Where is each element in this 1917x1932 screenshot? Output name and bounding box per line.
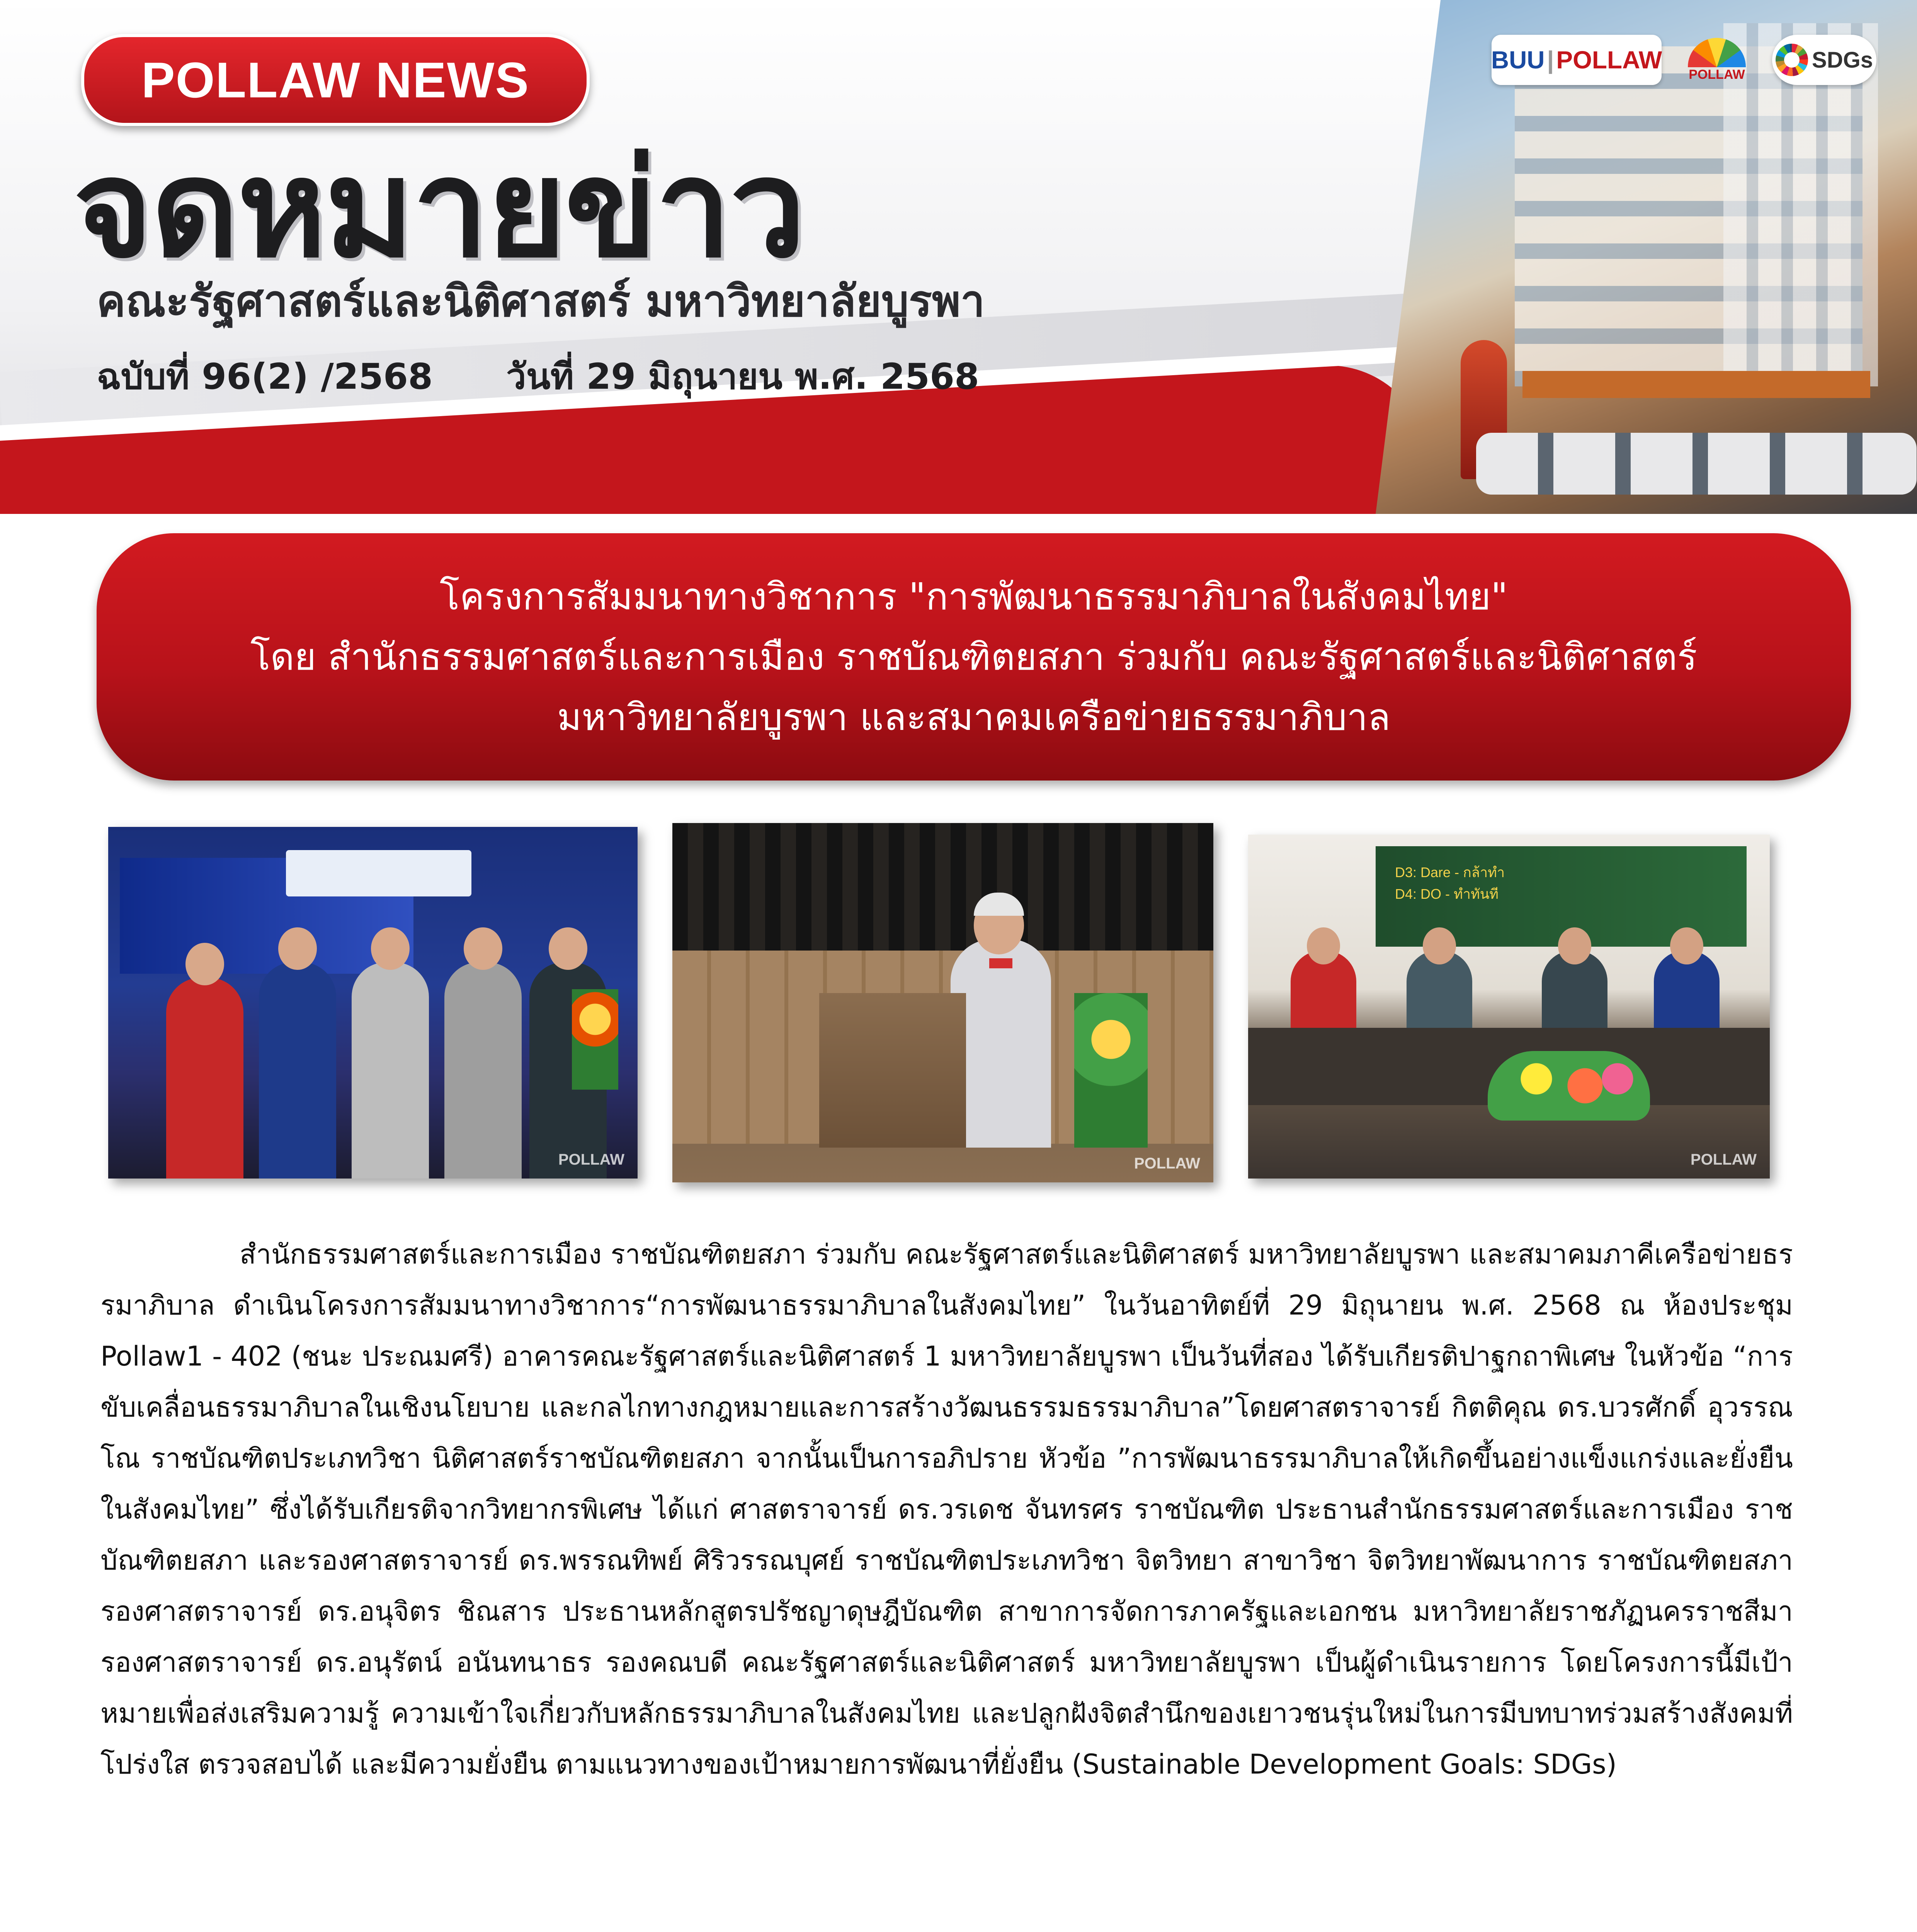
banner-line-1: โครงการสัมมนาทางวิชาการ "การพัฒนาธรรมาภิบาลในสังคมไทย" bbox=[439, 575, 1508, 618]
sdg-wheel-icon bbox=[1776, 44, 1808, 76]
photo-panel-discussion bbox=[1248, 835, 1770, 1179]
parked-cars-image bbox=[1476, 433, 1917, 495]
partner-logos bbox=[1492, 27, 1882, 93]
article-body: สำนักธรรมศาสตร์และการเมือง ราชบัณฑิตยสภา ร่วมกับ คณะรัฐศาสตร์และนิติศาสตร์ มหาวิทยาลัยบูรพา และสมาคมภาคีเครือข่ายธรรมาภิบาล ดำเนินโครงการสัมมนาทางวิชาการ“การพัฒนาธรรมาภิบาลในสังคมไทย” ในวันอาทิตย์ที่ 29 มิถุนายน พ.ศ. 2568 ณ ห้องประชุม Pollaw1 - 402 (ชนะ ประณมศรี) อาคารคณะรัฐศาสตร์และนิติศาสตร์ 1 มหาวิทยาลัยบูรพา เป็นวันที่สอง ได้รับเกียรติปาฐกถาพิเศษ ในหัวข้อ “การขับเคลื่อนธรรมาภิบาลในเชิงนโยบาย และกลไกทางกฎหมายและการสร้างวัฒนธรรมธรรมาภิบาล”โดยศาสตราจารย์ กิตติคุณ ดร.บวรศักดิ์ อุวรรณโณ ราชบัณฑิตประเภทวิชา นิติศาสตร์ราชบัณฑิตยสภา จากนั้นเป็นการอภิปราย หัวข้อ ”การพัฒนาธรรมาภิบาลให้เกิดขึ้นอย่างแข็งแกร่งและยั่งยืนในสังคมไทย” ซึ่งได้รับเกียรติจากวิทยากรพิเศษ ได้แก่ ศาสตราจารย์ ดร.วรเดช จันทรศร ราชบัณฑิต ประธานสำนักธรรมศาสตร์และการเมือง ราชบัณฑิตยสภา และรองศาสตราจารย์ ดร.พรรณทิพย์ ศิริวรรณบุศย์ ราชบัณฑิตประเภทวิชา จิตวิทยา สาขาวิชา จิตวิทยาพัฒนาการ ราชบัณฑิตยสภา รองศาสตราจารย์ ดร.อนุจิตร ชิณสาร ประธานหลักสูตรปรัชญาดุษฎีบัณฑิต สาขาการจัดการภาครัฐและเอกชน มหาวิทยาลัยราชภัฏนครราชสีมา รองศาสตราจารย์ ดร.อนุรัตน์ อนันทนาธร รองคณบดี คณะรัฐศาสตร์และนิติศาสตร์ มหาวิทยาลัยบูรพา เป็นผู้ดำเนินรายการ โดยโครงการนี้มีเป้าหมายเพื่อส่งเสริมความรู้ ความเข้าใจเกี่ยวกับหลักธรรมาภิบาลในสังคมไทย และปลูกฝังจิตสำนึกของเยาวชนรุ่นใหม่ในการมีบทบาทร่วมสร้างสังคมที่โปร่งใส ตรวจสอบได้ และมีความยั่งยืน ตามแนวทางของเป้าหมายการพัฒนาที่ยั่งยืน (Sustainable Development Goals: SDGs) bbox=[100, 1238, 1793, 1780]
pollaw-watermark: POLLAW bbox=[1690, 1151, 1757, 1168]
photo-speaker-podium bbox=[672, 823, 1213, 1182]
pollaw-rainbow-logo: POLLAW bbox=[1672, 31, 1761, 89]
buu-pollaw-logo: BUU | POLLAW bbox=[1492, 35, 1662, 85]
badge-label: POLLAW NEWS bbox=[141, 52, 530, 108]
slide-line-2: D4: DO - ทำทันที bbox=[1395, 886, 1499, 902]
pollaw-news-badge bbox=[81, 34, 590, 126]
banner-line-3: มหาวิทยาลัยบูรพา และสมาคมเครือข่ายธรรมาภิบาล bbox=[557, 696, 1391, 739]
issue-line bbox=[97, 348, 979, 405]
banner-line-2: โดย สำนักธรรมศาสตร์และการเมือง ราชบัณฑิตยสภา ร่วมกับ คณะรัฐศาสตร์และนิติศาสตร์ bbox=[250, 635, 1698, 679]
rainbow-arc-icon bbox=[1688, 38, 1746, 67]
sdgs-logo: SDGs bbox=[1772, 35, 1876, 85]
project-title-banner bbox=[97, 533, 1851, 781]
issue-number: ฉบับที่ 96(2) /2568 bbox=[97, 356, 433, 397]
issue-date: วันที่ 29 มิถุนายน พ.ศ. 2568 bbox=[506, 356, 979, 397]
pollaw-watermark: POLLAW bbox=[1134, 1155, 1200, 1172]
photo-group-five bbox=[108, 827, 638, 1179]
masthead bbox=[0, 0, 1917, 514]
faculty-name: คณะรัฐศาสตร์และนิติศาสตร์ มหาวิทยาลัยบูรพา bbox=[97, 276, 985, 327]
newsletter-title: จดหมายข่าว bbox=[73, 130, 805, 287]
slide-line-1: D3: Dare - กล้าทำ bbox=[1395, 864, 1505, 880]
podium bbox=[819, 993, 966, 1148]
pollaw-watermark: POLLAW bbox=[558, 1151, 624, 1168]
